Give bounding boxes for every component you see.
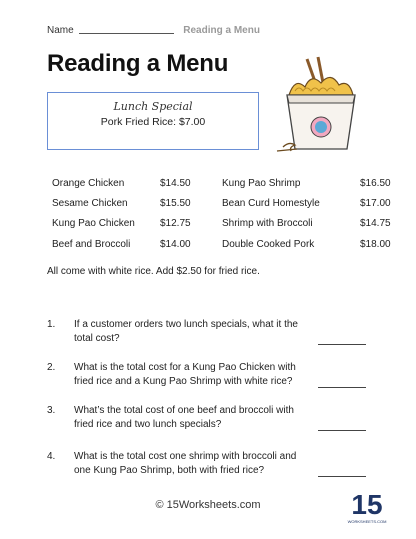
- menu-item-name: Double Cooked Pork: [222, 239, 315, 250]
- svg-text:WORKSHEETS.COM: WORKSHEETS.COM: [347, 519, 387, 524]
- menu-item: [222, 218, 391, 229]
- menu-item-price: $14.00: [160, 239, 191, 250]
- menu-item: [52, 178, 191, 189]
- menu-item-price: $16.50: [360, 178, 391, 189]
- name-row: [47, 25, 260, 36]
- menu-item: [222, 198, 391, 209]
- page-title: Reading a Menu: [47, 50, 229, 77]
- worksheets-logo-icon: [347, 486, 387, 526]
- menu-item-price: $15.50: [160, 198, 191, 209]
- menu-item: [52, 218, 191, 229]
- svg-text:15: 15: [351, 489, 383, 520]
- answer-line[interactable]: [318, 476, 366, 477]
- menu-item-name: Shrimp with Broccoli: [222, 218, 313, 229]
- lunch-special-label: Lunch Special: [113, 100, 193, 113]
- question-text: What is the total cost for a Kung Pao Chicken with fried rice and a Kung Pao Shrimp with white rice?: [74, 362, 296, 387]
- menu-item-name: Kung Pao Shrimp: [222, 178, 301, 189]
- question-text: What is the total cost one shrimp with broccoli and one Kung Pao Shrimp, both with fried rice?: [74, 451, 297, 476]
- question-number: 2.: [47, 362, 56, 373]
- menu-item-price: $14.50: [160, 178, 191, 189]
- answer-line[interactable]: [318, 387, 366, 388]
- menu-item: [222, 178, 391, 189]
- answer-line[interactable]: [318, 430, 366, 431]
- lunch-special-item: Pork Fried Rice: $7.00: [100, 116, 206, 128]
- menu-item-name: Beef and Broccoli: [52, 239, 131, 250]
- menu-item-price: $18.00: [360, 239, 391, 250]
- question-number: 3.: [47, 405, 56, 416]
- question-number: 1.: [47, 319, 56, 330]
- name-field[interactable]: [79, 33, 174, 34]
- question-text: If a customer orders two lunch specials, what it the total cost?: [74, 319, 298, 344]
- takeout-box-icon: [275, 55, 367, 155]
- menu-item: [52, 239, 191, 250]
- question-text: What’s the total cost of one beef and broccoli with fried rice and two lunch specials?: [74, 405, 294, 430]
- name-label: Name: [47, 25, 74, 36]
- menu-item-name: Sesame Chicken: [52, 198, 128, 209]
- lunch-special-box: [47, 92, 259, 150]
- menu-item-name: Orange Chicken: [52, 178, 125, 189]
- footer-copyright: © 15Worksheets.com: [155, 499, 261, 511]
- rice-note: All come with white rice. Add $2.50 for fried rice.: [47, 266, 260, 277]
- menu-item: [222, 239, 391, 250]
- question-number: 4.: [47, 451, 56, 462]
- menu-item-price: $12.75: [160, 218, 191, 229]
- answer-line[interactable]: [318, 344, 366, 345]
- menu-item-price: $14.75: [360, 218, 391, 229]
- worksheet-label: Reading a Menu: [183, 25, 260, 36]
- menu-item-name: Bean Curd Homestyle: [222, 198, 320, 209]
- menu-item: [52, 198, 191, 209]
- menu-item-price: $17.00: [360, 198, 391, 209]
- menu-item-name: Kung Pao Chicken: [52, 218, 135, 229]
